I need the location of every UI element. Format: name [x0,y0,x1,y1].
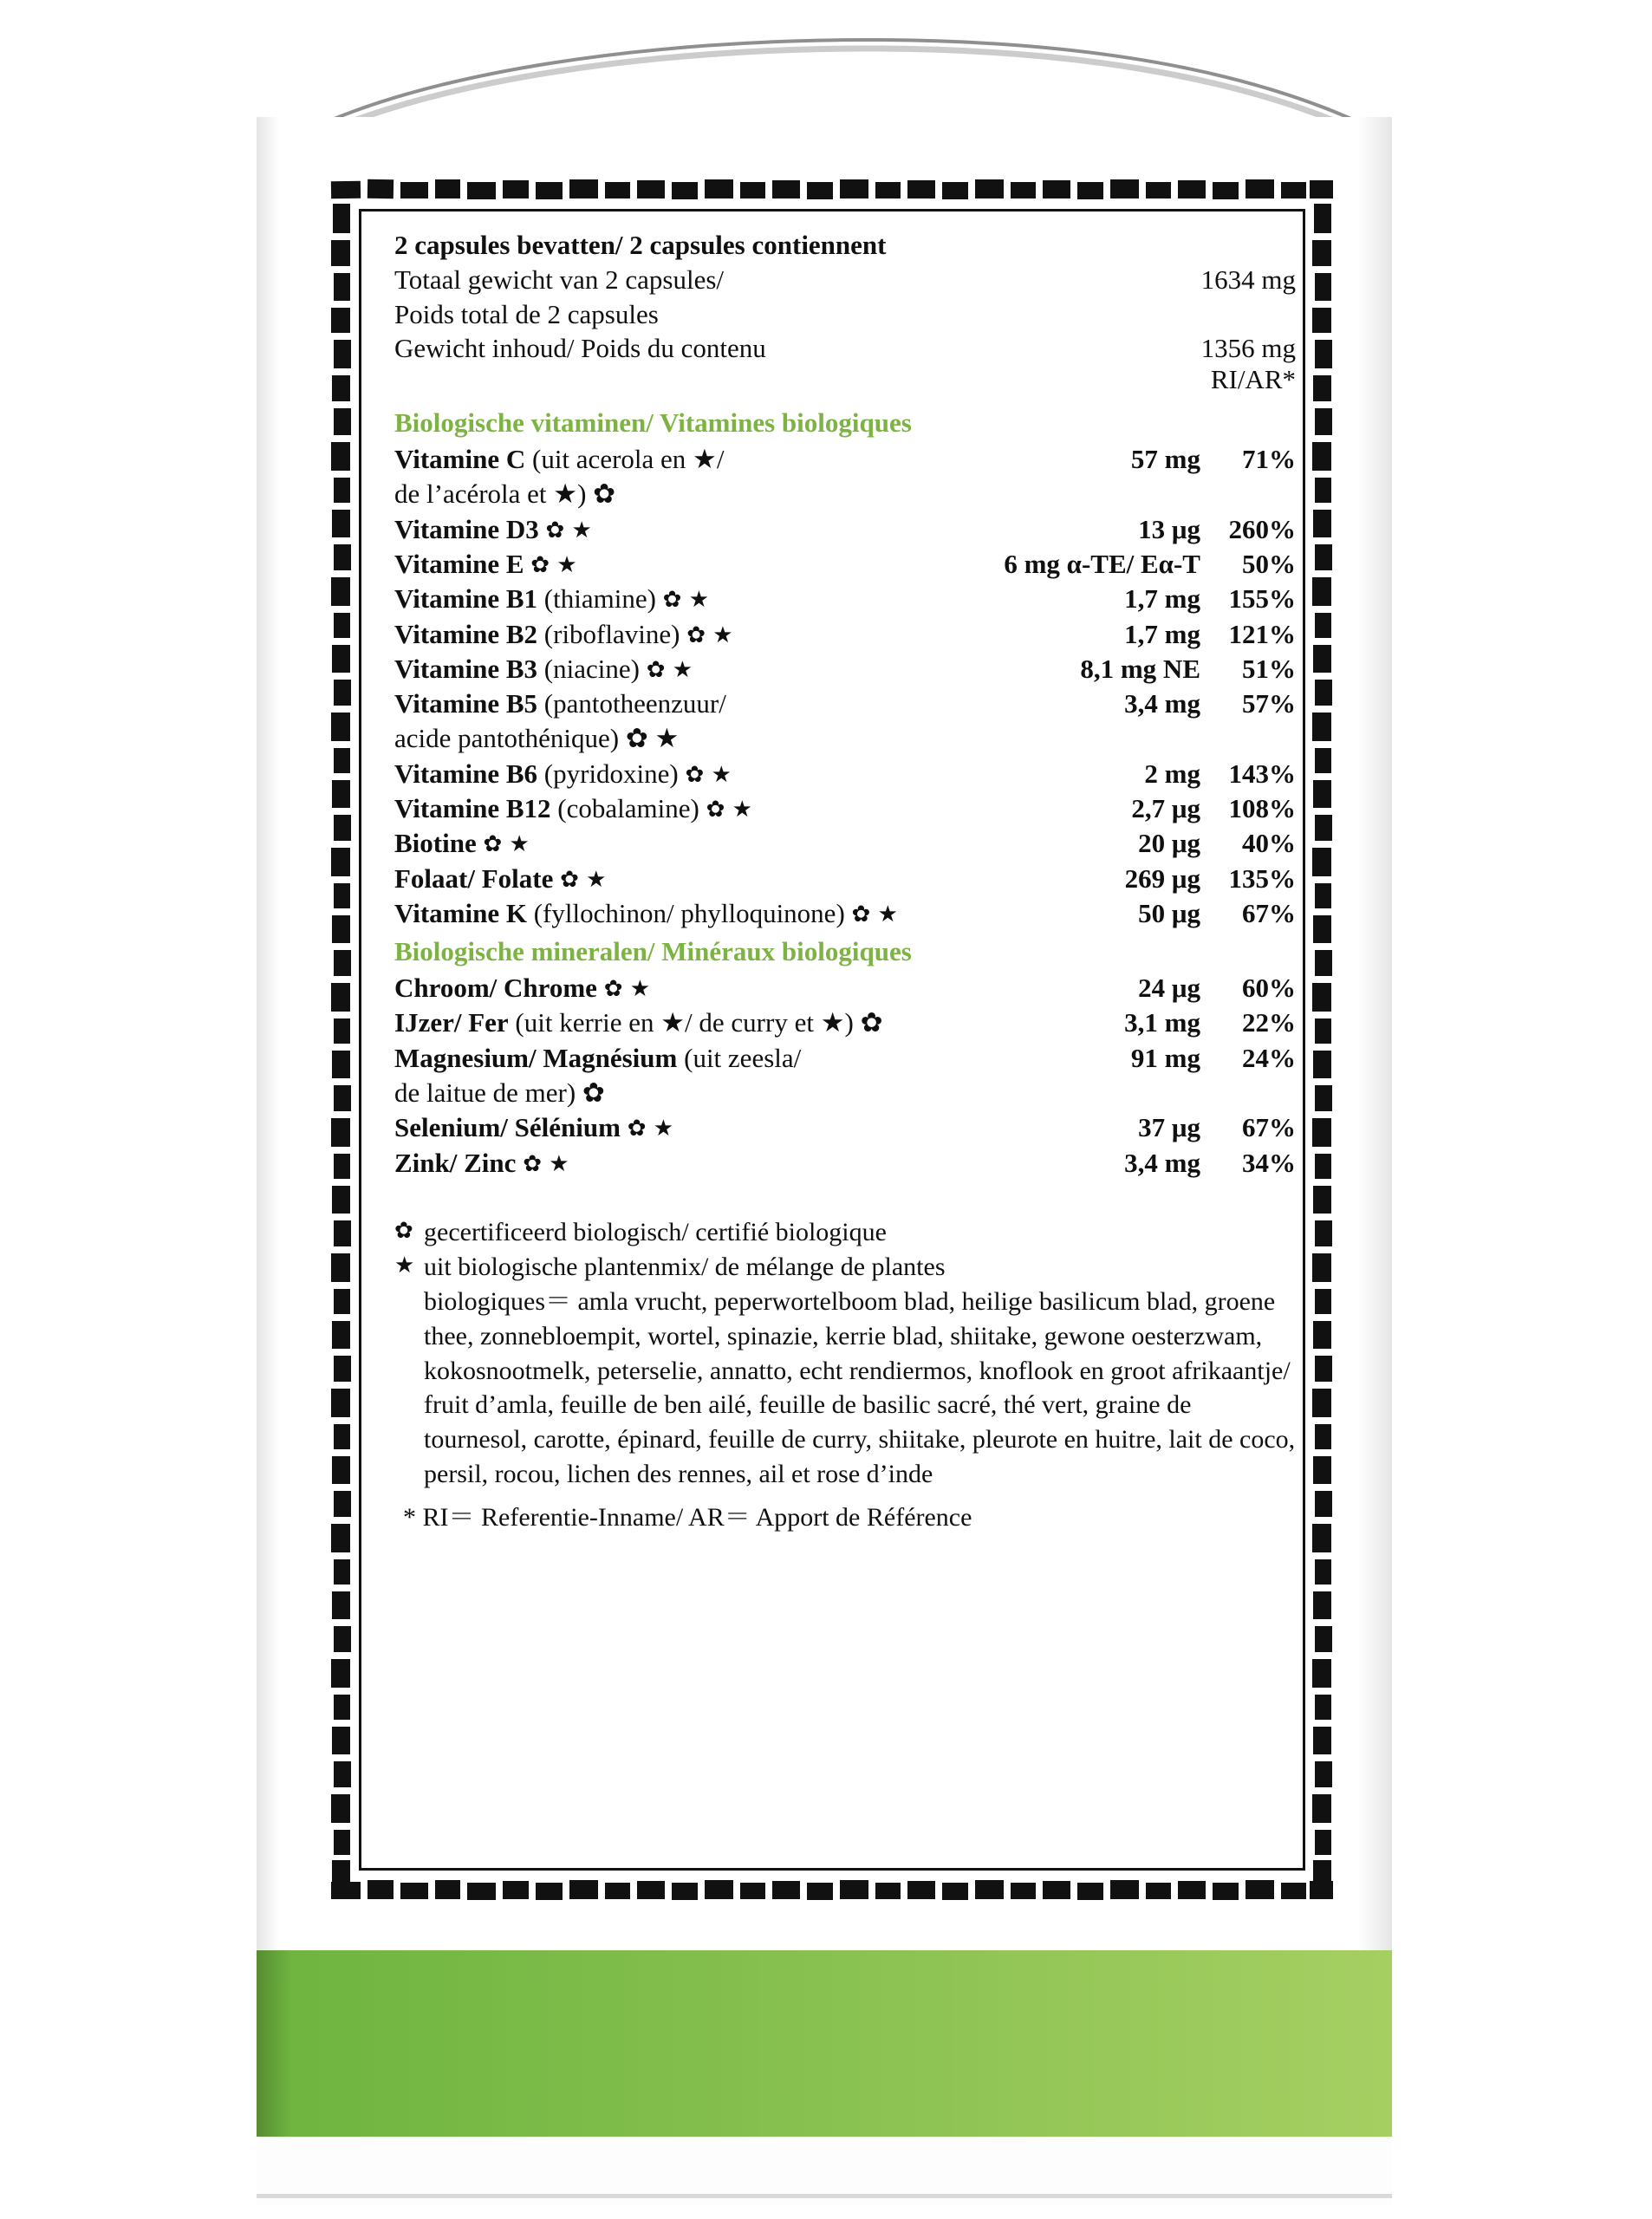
nutrient-percent: 67% [1242,897,1296,928]
organic-markers: ✿ ★ [706,796,752,823]
panel-left-shadow [257,117,279,1950]
nutrient-percent: 50% [1242,548,1296,579]
nutrient-name-text: Vitamine B2 [394,618,538,649]
nutrient-percent: 60% [1242,973,1296,1004]
nutrient-name-text: Vitamine B3 [394,653,538,684]
nutrient-continuation: acide pantothénique) ✿ ★ [394,723,680,754]
nutrient-percent: 155% [1228,583,1296,615]
nutrient-percent: 34% [1242,1147,1296,1178]
nutrient-amount: 3,1 mg [1124,1007,1200,1038]
nutrient-name [394,896,1138,931]
nutrient-row [394,617,1296,652]
organic-markers: ✿ ★ [627,1116,674,1142]
organic-markers: ✿ ★ [603,976,651,1003]
serving-heading: 2 capsules bevatten/ 2 capsules contiennent [394,230,887,260]
nutrient-qualifier: (pyridoxine) [543,758,679,789]
nutrient-name [394,862,984,896]
nutrient-amount: 3,4 mg [1124,688,1200,719]
organic-markers: ✿ ★ [523,1150,569,1177]
nutrient-percent: 51% [1242,653,1296,684]
nutrient-name [394,617,984,652]
nutrient-percent: 143% [1228,758,1296,789]
nutrient-row [394,1005,1296,1040]
footnote-ri: * RI＝ Referentie-Inname/ AR＝ Apport de Référence [403,1503,972,1532]
nutrient-row [394,652,1296,687]
organic-markers: ✿ ★ [483,831,530,858]
nutrient-percent: 108% [1228,792,1296,823]
nutrient-amount: 2,7 μg [1131,792,1200,823]
organic-markers: ✿ ★ [851,901,898,927]
flower-icon: ✿ [394,1217,413,1244]
nutrient-qualifier: (niacine) [543,653,640,684]
nutrient-row [394,971,1296,1005]
nutrient-name-text: Vitamine B6 [394,758,538,789]
weight-total-label-fr: Poids total de 2 capsules [394,298,659,329]
nutrient-percent: 57% [1242,688,1296,719]
star-icon: ★ [394,1252,415,1279]
footnote-organic-text: gecertificeerd biologisch/ certifié biologique [424,1217,887,1246]
nutrient-row [394,1041,1296,1076]
nutrient-amount: 269 μg [1124,862,1200,894]
nutrient-name [394,547,984,582]
nutrient-name-text: IJzer/ Fer [394,1007,509,1038]
weight-row-total [394,263,1296,297]
nutrient-name [394,1041,984,1076]
nutrient-name-text: Selenium/ Sélénium [394,1112,621,1143]
weight-total-label: Totaal gewicht van 2 capsules/ [394,264,725,295]
nutrient-qualifier: (uit acerola en ★/ [532,444,725,475]
nutrient-percent: 67% [1242,1112,1296,1143]
nutrient-name [394,512,984,547]
nutrient-name [394,971,984,1005]
organic-markers: ✿ ★ [686,621,733,648]
nutrient-name [394,791,984,826]
nutrient-row [394,826,1296,861]
footnote-plantmix-body: biologiques＝ amla vrucht, peperwortelboom blad, heilige basilicum blad, groene thee, zonnebloempit, wortel, spinazie, kerrie blad, shiitake, gewone oesterzwam, kokosnootmelk, peterselie, annatto, echt rendiermos, knoflook en groot afrikaantje/ fruit d’amla, feuille de ben ailé, feuille de basilic sacré, thé vert, graine de tournesol, carotte, épinard, feuille de curry, shiitake, pleurote en huitre, lait de coco, persil, rocou, lichen des rennes, ail et rose d’inde [424,1286,1296,1489]
nutrient-amount: 91 mg [1130,1042,1200,1073]
panel-right-shadow [1357,117,1392,1950]
nutrient-name-text: Vitamine D3 [394,513,539,544]
nutrient-continuation: de l’acérola et ★) ✿ [394,478,616,510]
nutrient-name-text: Vitamine B5 [394,688,538,719]
green-band-shadow [257,1950,291,2137]
package-foot-line [257,2194,1392,2198]
nutrient-percent: 71% [1242,444,1296,475]
nutrient-amount: 37 μg [1138,1112,1200,1143]
nutrient-qualifier: (cobalamine) [557,792,699,823]
nutrient-name-text: Vitamine C [394,444,526,475]
nutrient-qualifier: (pantotheenzuur/ [543,688,726,719]
nutrient-row [394,582,1296,616]
nutrient-name-text: Vitamine E [394,548,524,579]
organic-markers: ✿ ★ [646,656,693,683]
section-title-vitamins: Biologische vitaminen/ Vitamines biologiques [394,407,912,439]
nutrient-percent: 121% [1228,618,1296,649]
nutrient-amount: 8,1 mg NE [1080,653,1200,684]
nutrient-qualifier: (uit zeesla/ [684,1042,802,1073]
nutrient-percent: 40% [1242,828,1296,859]
weight-content-label: Gewicht inhoud/ Poids du contenu [394,333,766,364]
nutrient-amount: 20 μg [1138,828,1200,859]
nutrient-percent: 135% [1228,862,1296,894]
nutrient-row [394,862,1296,896]
nutrient-name [394,442,984,477]
organic-markers: ✿ ★ [685,761,732,788]
nutrient-percent: 22% [1242,1007,1296,1038]
organic-markers: ✿ ★ [530,551,577,578]
nutrient-qualifier: (riboflavine) [543,618,680,649]
nutrient-row [394,791,1296,826]
nutrient-row [394,512,1296,547]
green-band [257,1950,1392,2137]
nutrient-name-text: Vitamine K [394,897,527,928]
nutrient-amount: 2 mg [1144,758,1200,789]
nutrient-name [394,826,984,861]
section-title-minerals: Biologische mineralen/ Minéraux biologiques [394,936,912,967]
nutrient-amount: 1,7 mg [1124,618,1200,649]
nutrient-amount: 13 μg [1138,513,1200,544]
nutrient-qualifier: (uit kerrie en ★/ de curry et ★) ✿ [515,1007,883,1038]
organic-markers: ✿ ★ [545,517,592,543]
nutrient-amount: 50 μg [1138,897,1200,928]
ri-ar-header [394,364,1296,395]
nutrition-label [394,230,1296,1535]
nutrient-name [394,1005,1124,1040]
nutrient-row [394,757,1296,791]
nutrient-amount: 57 mg [1130,444,1200,475]
footnote-organic [394,1215,1296,1250]
nutrient-amount: 3,4 mg [1124,1147,1200,1178]
nutrient-name [394,757,984,791]
nutrient-name-text: Chroom/ Chrome [394,973,597,1004]
nutrient-row [394,1110,1296,1145]
footnotes [394,1215,1296,1535]
nutrient-name [394,652,984,687]
nutrient-name-text: Zink/ Zinc [394,1147,517,1178]
weight-content-value: 1356 mg [1200,333,1296,364]
nutrient-name [394,582,984,616]
organic-markers: ✿ ★ [662,587,710,614]
organic-markers: ✿ ★ [560,866,607,893]
nutrient-row [394,547,1296,582]
nutrient-amount: 1,7 mg [1124,583,1200,615]
nutrient-percent: 24% [1242,1042,1296,1073]
weight-total-value: 1634 mg [1200,264,1296,295]
nutrient-qualifier: (thiamine) [543,583,656,615]
nutrient-percent: 260% [1228,513,1296,544]
nutrient-name-text: Folaat/ Folate [394,862,554,894]
nutrient-amount: 6 mg α-TE/ Eα-T [1004,548,1200,579]
weight-row-content [394,331,1296,366]
nutrient-amount: 24 μg [1138,973,1200,1004]
nutrient-name [394,687,984,721]
nutrient-name-text: Magnesium/ Magnésium [394,1042,678,1073]
footnote-plantmix [394,1250,1296,1285]
nutrient-row [394,687,1296,721]
nutrient-row [394,442,1296,477]
ri-ar-header-text: RI/AR* [1210,364,1296,395]
nutrient-name [394,1110,984,1145]
nutrient-name-text: Biotine [394,828,477,859]
nutrient-name-text: Vitamine B12 [394,792,551,823]
nutrient-row [394,1146,1296,1181]
nutrient-qualifier: (fyllochinon/ phylloquinone) [533,897,845,928]
nutrient-continuation: de laitue de mer) ✿ [394,1077,605,1109]
nutrient-name [394,1146,984,1181]
nutrient-row [394,896,1296,931]
footnote-plantmix-first-line: uit biologische plantenmix/ de mélange de plantes [424,1252,946,1281]
nutrient-name-text: Vitamine B1 [394,583,538,615]
